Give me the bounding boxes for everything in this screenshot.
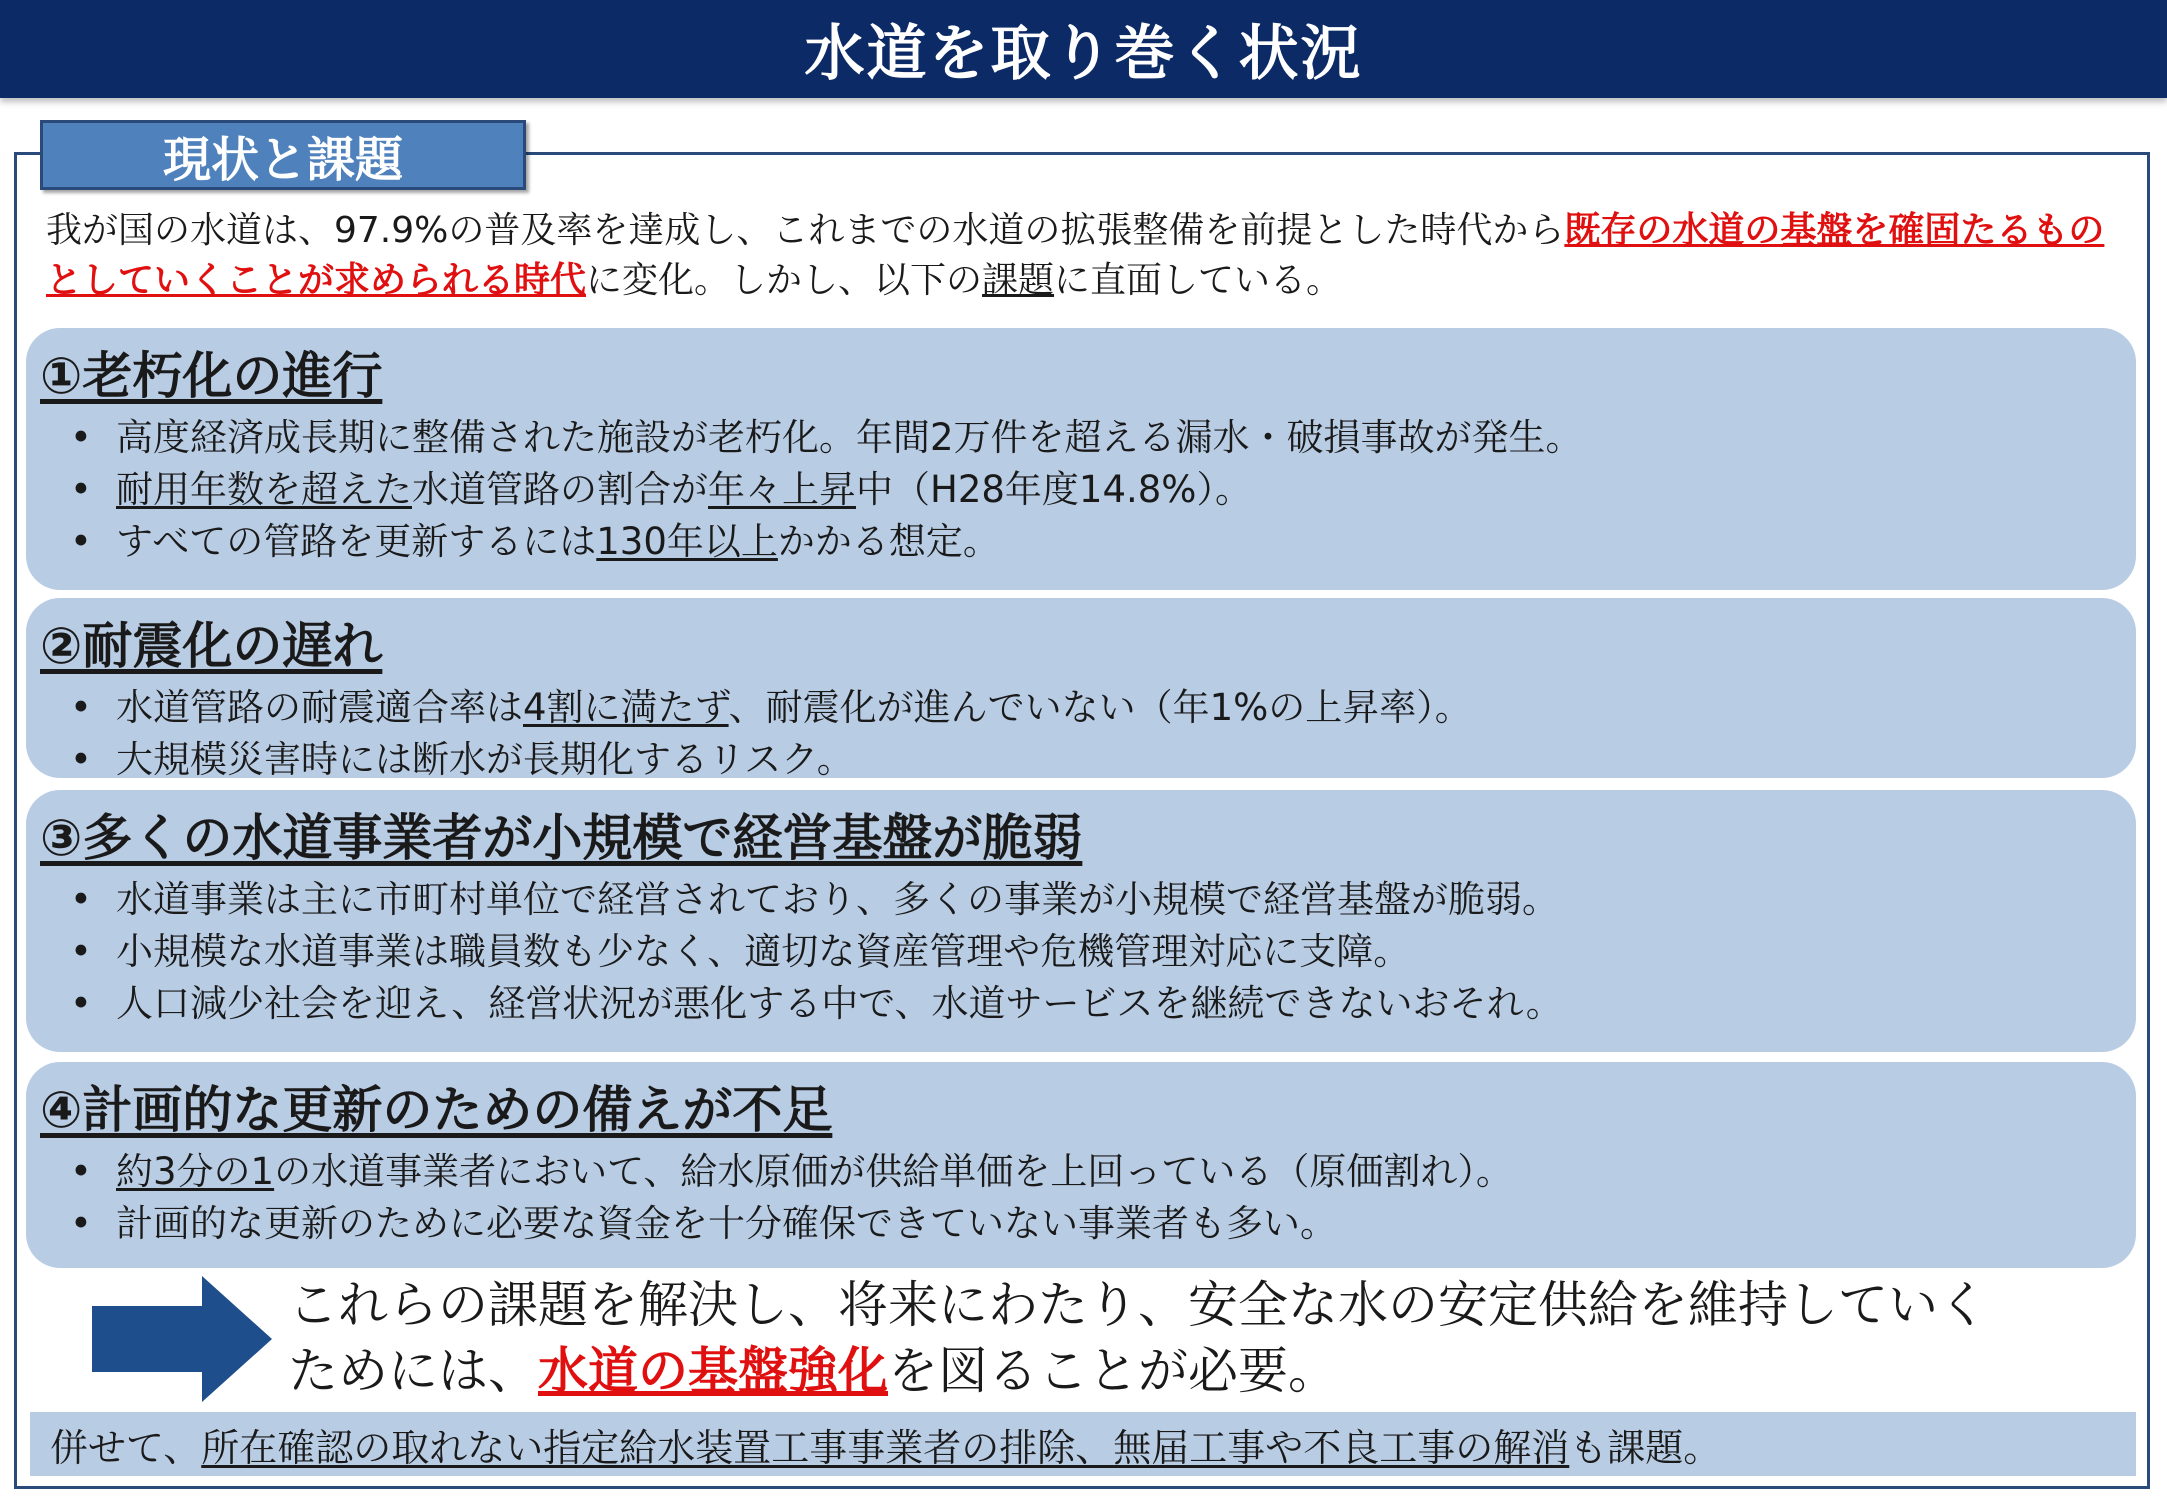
page-title: 水道を取り巻く状況: [804, 19, 1363, 89]
item-text: 高度経済成長期に整備された施設が老朽化。年間2万件を超える漏水・破損事故が発生。: [116, 416, 1583, 459]
list-item: [70, 464, 2120, 516]
footer-underlined: 所在確認の取れない指定給水装置工事事業者の排除、無届工事や不良工事の解消: [201, 1425, 1570, 1470]
item-text: 、耐震化が進んでいない（年1%の上昇率）。: [728, 686, 1472, 729]
item-text: 水道管路の耐震適合率は: [116, 686, 523, 729]
conclusion-pre: ためには、: [288, 1342, 538, 1400]
list-item: [70, 734, 2120, 786]
issue-title: ③多くの水道事業者が小規模で経営基盤が脆弱: [40, 809, 1083, 867]
item-text: かかる想定。: [777, 520, 1000, 563]
intro-highlight: 既存の水道の基盤を確固たるものとしていくことが求められる時代: [46, 210, 2105, 301]
issue-box-funding: [26, 1062, 2136, 1268]
footer-post: も課題。: [1569, 1425, 1722, 1470]
issue-box-aging: [26, 328, 2136, 590]
list-item: [70, 682, 2120, 734]
list-item: [70, 412, 2120, 464]
item-text: 小規模な水道事業は職員数も少なく、適切な資産管理や危機管理対応に支障。: [116, 930, 1411, 973]
item-text: 水道管路の割合が: [412, 468, 708, 511]
conclusion-line-1: これらの課題を解決し、将来にわたり、安全な水の安定供給を維持していく: [288, 1276, 1988, 1334]
conclusion-text: [288, 1272, 2048, 1404]
issue-box-seismic: [26, 598, 2136, 781]
intro-text: [46, 206, 2126, 306]
list-item: [70, 1198, 2120, 1250]
intro-text-3: に直面している。: [1054, 260, 1343, 301]
item-underlined: 130年以上: [596, 520, 778, 563]
issue-list: [40, 682, 2120, 786]
conclusion-highlight: 水道の基盤強化: [538, 1342, 888, 1400]
list-item: [70, 516, 2120, 568]
list-item: [70, 874, 2120, 926]
issue-list: [40, 412, 2120, 568]
issue-title: ①老朽化の進行: [40, 347, 383, 405]
item-underlined: 4割に満たず: [523, 686, 729, 729]
intro-text-2: に変化。しかし、以下の: [586, 260, 983, 301]
item-text: 大規模災害時には断水が長期化するリスク。: [116, 738, 854, 781]
item-text: の水道事業者において、給水原価が供給単価を上回っている（原価割れ）。: [274, 1150, 1513, 1193]
intro-text-1: 我が国の水道は、97.9%の普及率を達成し、これまでの水道の拡張整備を前提とした時代から: [46, 210, 1565, 251]
arrow-right-icon: [92, 1276, 272, 1402]
header-bar: [0, 0, 2167, 98]
list-item: [70, 1146, 2120, 1198]
footer-pre: 併せて、: [50, 1425, 202, 1470]
section-tab: [40, 120, 526, 190]
conclusion-line-2: [288, 1338, 2048, 1404]
list-item: [70, 978, 2120, 1030]
issue-list: [40, 1146, 2120, 1250]
item-text: 人口減少社会を迎え、経営状況が悪化する中で、水道サービスを継続できないおそれ。: [116, 982, 1563, 1025]
issue-title: ②耐震化の遅れ: [40, 617, 383, 675]
issue-title: ④計画的な更新のための備えが不足: [40, 1081, 833, 1139]
issue-box-small-scale: [26, 790, 2136, 1052]
section-tab-label: 現状と課題: [162, 131, 403, 188]
item-underlined: 年々上昇: [708, 468, 856, 511]
item-underlined: 約3分の1: [116, 1150, 275, 1193]
item-text: 中（H28年度14.8%）。: [856, 468, 1252, 511]
item-text: すべての管路を更新するには: [116, 520, 597, 563]
item-underlined: 耐用年数を超えた: [116, 468, 412, 511]
item-text: 水道事業は主に市町村単位で経営されており、多くの事業が小規模で経営基盤が脆弱。: [116, 878, 1559, 921]
issue-list: [40, 874, 2120, 1030]
intro-underlined: 課題: [982, 260, 1055, 301]
conclusion-post: を図ることが必要。: [888, 1342, 1338, 1400]
footer-note: [30, 1412, 2136, 1476]
item-text: 計画的な更新のために必要な資金を十分確保できていない事業者も多い。: [116, 1202, 1337, 1245]
list-item: [70, 926, 2120, 978]
